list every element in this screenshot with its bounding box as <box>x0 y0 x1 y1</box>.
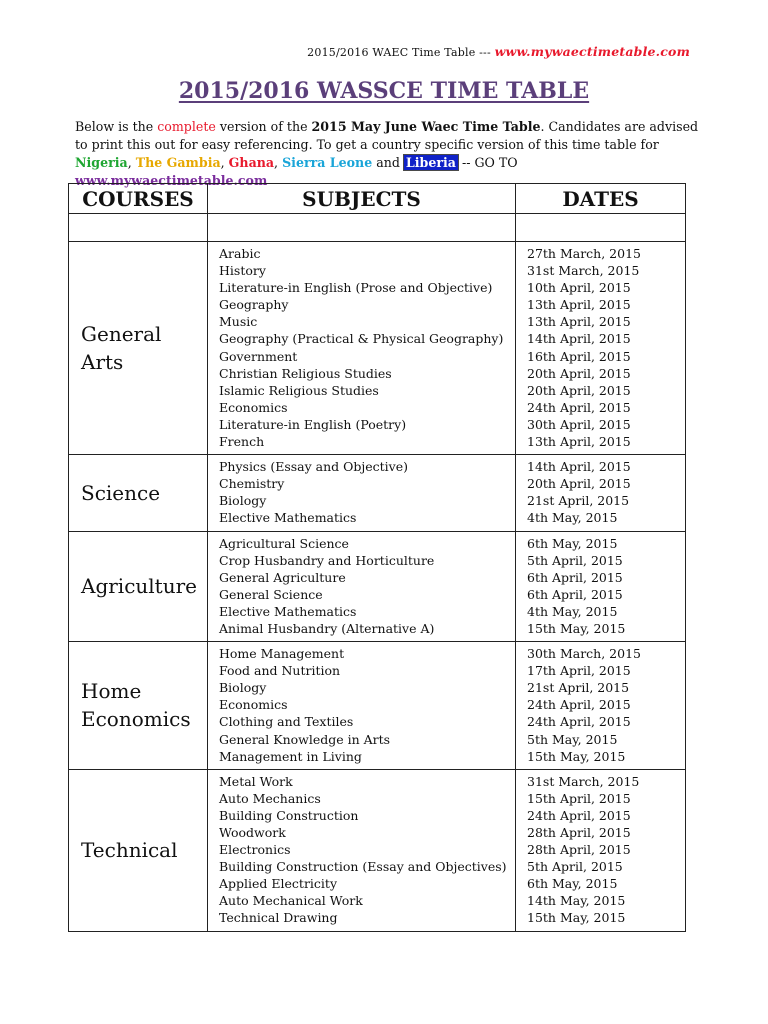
intro-text-2: version of the <box>215 119 312 134</box>
course-name: Technical <box>69 769 208 931</box>
subject-item: Management in Living <box>219 748 362 764</box>
date-item: 28th April, 2015 <box>527 842 631 858</box>
subject-item: Elective Mathematics <box>219 510 357 526</box>
header-courses: COURSES <box>69 184 208 214</box>
course-name: General Arts <box>69 242 208 455</box>
course-row-general-arts <box>69 242 686 455</box>
subject-list <box>208 531 516 642</box>
course-row-technical <box>69 769 686 931</box>
country-nigeria: Nigeria <box>75 155 128 170</box>
date-list <box>516 531 686 642</box>
subject-item: Literature-in English (Prose and Objective) <box>219 280 493 296</box>
subject-item: Metal Work <box>219 773 293 789</box>
subject-list <box>208 769 516 931</box>
date-item: 15th April, 2015 <box>527 790 631 806</box>
course-name: Science <box>69 455 208 531</box>
date-item: 31st March, 2015 <box>527 263 640 279</box>
date-item: 6th April, 2015 <box>527 569 623 585</box>
subject-item: Auto Mechanical Work <box>219 893 363 909</box>
header-subjects: SUBJECTS <box>208 184 516 214</box>
subject-item: Elective Mathematics <box>219 603 357 619</box>
subject-item: Biology <box>219 493 267 509</box>
course-name: Home Economics <box>69 642 208 770</box>
subject-item: Literature-in English (Poetry) <box>219 416 407 432</box>
timetable <box>68 183 686 932</box>
date-list <box>516 769 686 931</box>
subject-item: Physics (Essay and Objective) <box>219 459 409 475</box>
date-list <box>516 455 686 531</box>
date-item: 21st April, 2015 <box>527 680 630 696</box>
date-item: 13th April, 2015 <box>527 297 631 313</box>
date-list <box>516 242 686 455</box>
course-row-science <box>69 455 686 531</box>
date-item: 14th April, 2015 <box>527 459 631 475</box>
subject-item: Building Construction <box>219 807 359 823</box>
subject-item: Geography (Practical & Physical Geography) <box>219 331 504 347</box>
date-item: 20th April, 2015 <box>527 382 631 398</box>
subject-item: Music <box>219 314 258 330</box>
date-item: 14th April, 2015 <box>527 331 631 347</box>
subject-item: Geography <box>219 297 289 313</box>
date-item: 4th May, 2015 <box>527 603 618 619</box>
intro-text-3: . Candidates are advised to print this out for easy referencing. To get a country specific version of this time table for <box>75 119 699 152</box>
subject-item: Crop Husbandry and Horticulture <box>219 552 435 568</box>
date-item: 5th May, 2015 <box>527 731 618 747</box>
date-item: 24th April, 2015 <box>527 807 631 823</box>
subject-item: Woodwork <box>219 825 286 840</box>
country-liberia: Liberia <box>405 155 456 170</box>
subject-item: General Agriculture <box>219 569 346 585</box>
subject-item: Auto Mechanics <box>219 790 321 806</box>
intro-comma-3: , <box>274 155 283 170</box>
subject-item: General Knowledge in Arts <box>219 731 391 747</box>
header-dates: DATES <box>516 184 686 214</box>
subject-item: Economics <box>219 697 288 713</box>
page-title: 2015/2016 WASSCE TIME TABLE <box>178 78 590 104</box>
date-item: 24th April, 2015 <box>527 399 631 415</box>
date-item: 24th April, 2015 <box>527 714 631 730</box>
subject-item: General Science <box>219 586 323 602</box>
date-item: 5th April, 2015 <box>527 552 623 568</box>
date-item: 16th April, 2015 <box>527 348 631 364</box>
date-item: 24th April, 2015 <box>527 697 631 713</box>
date-item: 10th April, 2015 <box>527 280 631 296</box>
date-item: 6th April, 2015 <box>527 586 623 602</box>
date-item: 30th March, 2015 <box>527 646 641 662</box>
date-item: 20th April, 2015 <box>527 476 631 492</box>
subject-item: History <box>219 263 266 279</box>
date-item: 14th May, 2015 <box>527 893 626 909</box>
subject-item: Building Construction (Essay and Objectives) <box>219 859 507 875</box>
blank-row <box>69 214 686 242</box>
subject-item: Animal Husbandry (Alternative A) <box>219 620 435 636</box>
subject-item: Home Management <box>219 646 345 662</box>
running-header-site-link[interactable]: www.mywaectimetable.com <box>494 44 690 59</box>
subject-item: Christian Religious Studies <box>219 365 392 381</box>
subject-list <box>208 242 516 455</box>
course-row-home-economics <box>69 642 686 770</box>
date-item: 15th May, 2015 <box>527 748 626 764</box>
course-row-agriculture <box>69 531 686 642</box>
date-item: 13th April, 2015 <box>527 314 631 330</box>
running-header <box>307 44 690 59</box>
intro-and: and <box>372 155 404 170</box>
subject-item: Clothing and Textiles <box>219 714 354 730</box>
table-header-row <box>69 184 686 214</box>
intro-timetable-name: 2015 May June Waec Time Table <box>311 119 541 134</box>
subject-item: Food and Nutrition <box>219 663 341 679</box>
subject-item: Economics <box>219 399 288 415</box>
date-item: 6th May, 2015 <box>527 876 618 892</box>
date-item: 17th April, 2015 <box>527 663 631 679</box>
date-item: 28th April, 2015 <box>527 825 631 840</box>
subject-list <box>208 642 516 770</box>
subject-item: Applied Electricity <box>219 876 337 892</box>
subject-item: Agricultural Science <box>219 535 349 551</box>
subject-item: Islamic Religious Studies <box>219 382 379 398</box>
intro-comma-1: , <box>127 155 136 170</box>
subject-item: Technical Drawing <box>219 910 338 926</box>
subject-item: Government <box>219 348 298 364</box>
date-item: 21st April, 2015 <box>527 493 630 509</box>
subject-item: Biology <box>219 680 267 696</box>
subject-list <box>208 455 516 531</box>
country-ghana: Ghana <box>228 155 275 170</box>
date-item: 27th March, 2015 <box>527 246 641 261</box>
intro-goto: -- GO TO <box>457 155 518 170</box>
country-sierra-leone: Sierra Leone <box>282 155 373 170</box>
subject-item: Electronics <box>219 842 291 858</box>
date-item: 31st March, 2015 <box>527 773 640 789</box>
date-item: 15th May, 2015 <box>527 620 626 636</box>
intro-comma-2: , <box>220 155 229 170</box>
date-item: 15th May, 2015 <box>527 910 626 926</box>
subject-item: Arabic <box>219 246 261 261</box>
intro-site-link[interactable]: www.mywaectimetable.com <box>75 173 268 188</box>
date-item: 6th May, 2015 <box>527 535 618 551</box>
date-item: 20th April, 2015 <box>527 365 631 381</box>
intro-complete-word: complete <box>157 119 216 134</box>
course-name: Agriculture <box>69 531 208 642</box>
date-list <box>516 642 686 770</box>
subject-item: Chemistry <box>219 476 285 492</box>
subject-item: French <box>219 434 265 450</box>
date-item: 5th April, 2015 <box>527 859 623 875</box>
intro-text-1: Below is the <box>75 119 158 134</box>
date-item: 13th April, 2015 <box>527 434 631 450</box>
country-gambia: The Gambia <box>135 155 221 170</box>
running-header-title: 2015/2016 WAEC Time Table --- <box>307 46 491 59</box>
intro-paragraph <box>75 118 705 190</box>
date-item: 30th April, 2015 <box>527 416 631 432</box>
date-item: 4th May, 2015 <box>527 510 618 526</box>
